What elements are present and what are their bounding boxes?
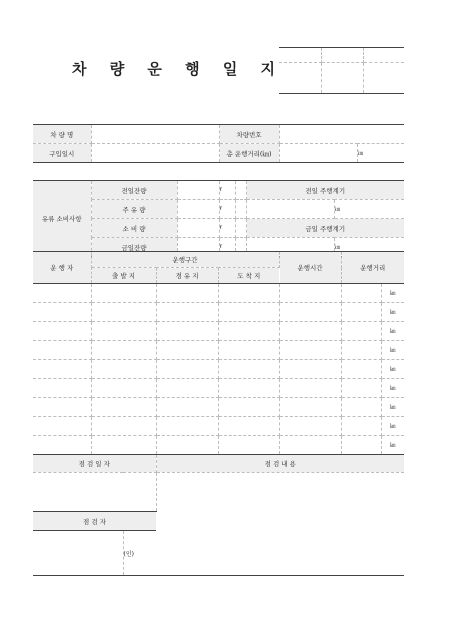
distance-unit: ㎞ [381,417,404,436]
approval-header-3 [363,48,404,63]
via-field[interactable] [156,436,218,455]
total-distance-label: 총 운행거리(㎞) [219,144,279,163]
distance-field[interactable] [341,436,381,455]
fuel-row-label: 전일잔량 [91,181,177,200]
distance-field[interactable] [341,322,381,341]
from-field[interactable] [91,379,156,398]
distance-field[interactable] [341,303,381,322]
log-row [33,322,404,341]
from-field[interactable] [91,360,156,379]
inspector-header: 점 검 자 [33,512,156,531]
to-field[interactable] [218,417,279,436]
liter-unit: ℓ [219,238,235,257]
to-header: 도 착 지 [218,268,279,284]
to-field[interactable] [218,436,279,455]
vehicle-name-field[interactable] [91,125,219,144]
time-header: 운행시간 [279,252,341,284]
distance-field[interactable] [341,284,381,303]
vehicle-number-field[interactable] [279,125,404,144]
vehicle-number-label: 차량번호 [219,125,279,144]
via-field[interactable] [156,360,218,379]
approval-sign-1[interactable] [279,63,321,94]
distance-unit: ㎞ [381,341,404,360]
log-row [33,436,404,455]
via-field[interactable] [156,303,218,322]
distance-field[interactable] [341,417,381,436]
from-field[interactable] [91,398,156,417]
route-header: 운행구간 [91,252,279,268]
inspection-table [33,454,404,576]
prev-meter-label: 전일 주행계기 [246,181,404,200]
distance-unit: ㎞ [381,303,404,322]
to-field[interactable] [218,284,279,303]
to-field[interactable] [218,398,279,417]
operator-field[interactable] [33,417,91,436]
distance-unit: ㎞ [381,284,404,303]
from-header: 출 발 지 [91,268,156,284]
vehicle-info-table [33,124,404,163]
inspection-content-field[interactable] [156,473,404,576]
time-field[interactable] [279,379,341,398]
fuel-row-label: 주 유 량 [91,200,177,219]
via-field[interactable] [156,417,218,436]
time-field[interactable] [279,341,341,360]
log-row [33,341,404,360]
distance-header: 운행거리 [341,252,404,284]
distance-unit: ㎞ [381,360,404,379]
liter-unit: ℓ [219,200,235,219]
log-row [33,379,404,398]
time-field[interactable] [279,322,341,341]
via-field[interactable] [156,379,218,398]
operation-log-table [33,251,404,455]
log-row [33,417,404,436]
time-field[interactable] [279,417,341,436]
operator-field[interactable] [33,322,91,341]
approval-sign-2[interactable] [321,63,363,94]
purchase-date-field[interactable] [91,144,219,163]
time-field[interactable] [279,360,341,379]
approval-box [279,47,404,94]
operator-field[interactable] [33,379,91,398]
via-field[interactable] [156,322,218,341]
to-field[interactable] [218,360,279,379]
distance-unit: ㎞ [381,379,404,398]
distance-field[interactable] [341,360,381,379]
operator-field[interactable] [33,360,91,379]
to-field[interactable] [218,379,279,398]
fuel-value-field[interactable] [177,219,219,238]
liter-unit: ℓ [219,219,235,238]
distance-field[interactable] [341,379,381,398]
inspection-date-header: 점 검 일 자 [33,455,156,473]
from-field[interactable] [91,322,156,341]
from-field[interactable] [91,284,156,303]
vehicle-name-label: 차 량 명 [33,125,91,144]
total-distance-field[interactable] [279,144,357,163]
operator-field[interactable] [33,341,91,360]
inspection-date-field[interactable] [33,473,156,512]
operator-field[interactable] [33,398,91,417]
distance-field[interactable] [341,341,381,360]
log-row [33,284,404,303]
from-field[interactable] [91,436,156,455]
fuel-section-label: 유류 소비사항 [33,181,91,257]
total-distance-unit: ㎞ [357,144,404,163]
distance-unit: ㎞ [381,436,404,455]
fuel-value-field[interactable] [177,200,219,219]
time-field[interactable] [279,284,341,303]
distance-field[interactable] [341,398,381,417]
operator-field[interactable] [33,303,91,322]
via-field[interactable] [156,284,218,303]
approval-sign-3[interactable] [363,63,404,94]
distance-unit: ㎞ [381,322,404,341]
fuel-spacer [235,200,246,219]
via-field[interactable] [156,398,218,417]
via-header: 경 유 지 [156,268,218,284]
operator-field[interactable] [33,436,91,455]
operator-header: 운 행 자 [33,252,91,284]
from-field[interactable] [91,341,156,360]
today-meter-label: 금일 주행계기 [246,219,404,238]
time-field[interactable] [279,303,341,322]
log-row [33,303,404,322]
to-field[interactable] [218,322,279,341]
to-field[interactable] [218,341,279,360]
inspector-name-field[interactable] [33,531,123,576]
fuel-table [33,180,404,257]
time-field[interactable] [279,398,341,417]
page-title: 차 량 운 행 일 지 [72,60,285,78]
fuel-spacer [235,219,246,238]
today-meter-unit: ㎞ [334,238,404,257]
log-row [33,398,404,417]
fuel-spacer [235,181,246,200]
fuel-row-label: 금일잔량 [91,238,177,257]
approval-header-1 [279,48,321,63]
to-field[interactable] [218,303,279,322]
liter-unit: ℓ [219,181,235,200]
seal-mark: (인) [123,531,156,576]
approval-header-2 [321,48,363,63]
purchase-date-label: 구입일시 [33,144,91,163]
time-field[interactable] [279,436,341,455]
from-field[interactable] [91,303,156,322]
distance-unit: ㎞ [381,398,404,417]
log-row [33,360,404,379]
prev-meter-unit: ㎞ [334,200,404,219]
from-field[interactable] [91,417,156,436]
via-field[interactable] [156,341,218,360]
operator-field[interactable] [33,284,91,303]
fuel-row-label: 소 비 량 [91,219,177,238]
fuel-value-field[interactable] [177,181,219,200]
inspection-content-header: 점 검 내 용 [156,455,404,473]
prev-meter-field[interactable] [246,200,334,219]
